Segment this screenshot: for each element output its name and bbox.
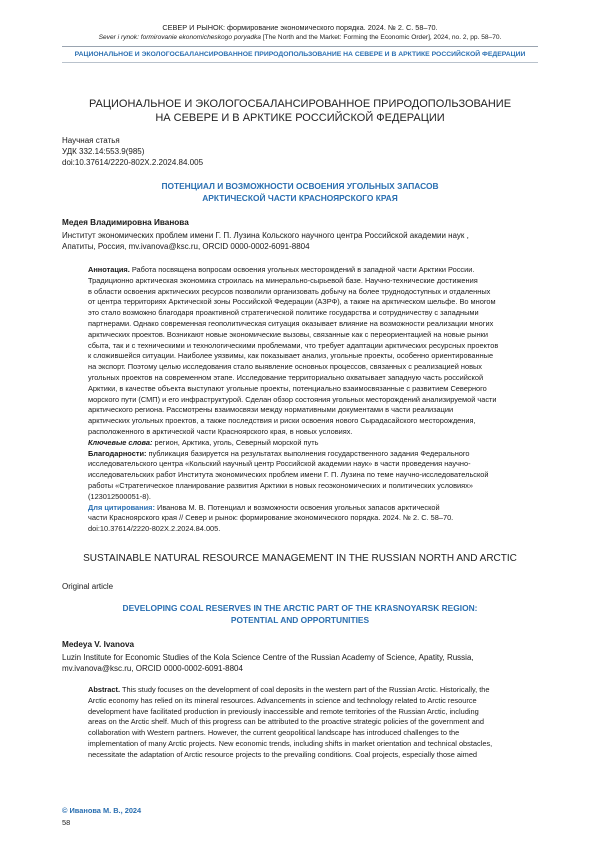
abstract-ru-line: расположенного в арктической части Красноярского края, в новых условиях. <box>88 426 353 436</box>
abstract-en-label: Abstract. <box>88 685 121 694</box>
header-divider <box>62 46 538 47</box>
abstract-en-line: collaboration with Western partners. However, the current geopolitical landscape has introduced challenges to the <box>88 728 460 738</box>
ack-ru-label: Благодарности: <box>88 448 147 458</box>
abstract-ru-line: партнерами. Однако современная геополитическая ситуация оказывает влияние на возможности реализации многих <box>88 318 494 328</box>
abstract-ru-line: морского пути (СМП) и его инфраструктурой. Сделан обзор состояния угольных месторождений анализируемой части <box>88 394 497 404</box>
abstract-ru-line: Арктики, в качестве объекта выступают угольные проекты, потенциально взаимосвязанные с развитием Северного <box>88 383 487 393</box>
page-number: 58 <box>62 818 71 827</box>
article-title-ru-line1: ПОТЕНЦИАЛ И ВОЗМОЖНОСТИ ОСВОЕНИЯ УГОЛЬНЫХ ЗАПАСОВ <box>161 181 439 191</box>
section-heading-ru-line2: НА СЕВЕРЕ И В АРКТИКЕ РОССИЙСКОЙ ФЕДЕРАЦИИ <box>155 112 445 124</box>
section-band: РАЦИОНАЛЬНОЕ И ЭКОЛОГОСБАЛАНСИРОВАННОЕ ПРИРОДОПОЛЬЗОВАНИЕ НА СЕВЕРЕ И В АРКТИКЕ РОССИЙСКОЙ ФЕДЕРАЦИИ <box>74 51 526 58</box>
abstract-ru-line: арктических угольных проектов, а также последствия и риски освоения нового Сырадасайского месторождения, <box>88 416 476 426</box>
udk-code: УДК 332.14:553.9(985) <box>62 147 145 156</box>
abstract-ru <box>88 265 538 535</box>
article-title-ru-line2: АРКТИЧЕСКОЙ ЧАСТИ КРАСНОЯРСКОГО КРАЯ <box>202 192 398 203</box>
article-type-ru: Научная статья <box>62 136 120 145</box>
abstract-ru-line: сбыта, так и с техническими и технологическими проблемами, что требует адаптации арктических ресурсных проектов <box>88 340 499 350</box>
section-heading-en: SUSTAINABLE NATURAL RESOURCE MANAGEMENT IN THE RUSSIAN NORTH AND ARCTIC <box>83 553 517 564</box>
abstract-en-line: implementation of many Arctic projects. New economic trends, including shifts in market orientation and technical obstacles, <box>88 738 493 748</box>
affiliation-en-line1: Luzin Institute for Economic Studies of the Kola Science Centre of the Russian Academy of Science, Apatity, Russia, <box>62 653 474 662</box>
article-type-en: Original article <box>62 582 114 591</box>
abstract-en-line: Abstract. This study focuses on the development of coal deposits in the western part of the Russian Arctic. Historically, the <box>88 685 490 694</box>
abstract-en-line: Arctic economy has relied on its mineral resources. Advancements in science and technology related to Arctic resource <box>88 695 477 705</box>
abstract-ru-line: на экспорт. Поэтому целью исследования стало выявление основных процессов, связанных с реализацией новых <box>88 362 482 372</box>
keywords-ru-text: регион, Арктика, уголь, Северный морской путь <box>152 437 319 447</box>
journal-header-en <box>62 33 538 42</box>
article-title-ru <box>62 181 538 204</box>
article-title-en-line2: POTENTIAL AND OPPORTUNITIES <box>230 614 370 625</box>
cite-ru-line: части Красноярского края // Север и рынок: формирование экономического порядка. 2024. № 2. С. 58–70. <box>88 513 454 523</box>
abstract-ru-line: от центра территориях Арктической зоны Российской Федерации (АЗРФ), а также на арктическом шельфе. Во многом <box>88 297 496 307</box>
journal-header-en-rest: [The North and the Market: Forming the Economic Order], 2024, no. 2, pp. 58–70. <box>260 34 502 41</box>
abstract-en-line: areas on the Arctic shelf. Much of this progress can be attributed to the proactive strategic policies of the government and <box>88 717 485 727</box>
abstract-ru-line: в области освоения арктических ресурсов позволили организовать добычу на более труднодоступных и отдаленных <box>88 286 491 296</box>
journal-title-translit: Sever i rynok: formirovanie ekonomicheskogo poryadka <box>98 34 261 41</box>
ack-ru-line: исследовательских работ Института экономических проблем имени Г. П. Лузина по теме научно-исследовательской <box>88 470 489 480</box>
acknowledgements-ru: Благодарности: публикация базируется на результатах выполнения государственного задания Федерального <box>88 448 470 458</box>
author-affiliation-ru <box>62 230 538 252</box>
ack-ru-line: исследовательского центра «Кольский научный центр Российской академии наук» в части проведения научно- <box>88 459 471 469</box>
author-name-ru: Медея Владимировна Иванова <box>62 218 189 227</box>
section-heading-ru-line1: РАЦИОНАЛЬНОЕ И ЭКОЛОГОСБАЛАНСИРОВАННОЕ ПРИРОДОПОЛЬЗОВАНИЕ <box>88 98 512 110</box>
abstract-en-line: development have facilitated production in previously inaccessible and remote territories of the Russian Arctic, including <box>88 706 479 716</box>
ack-ru-line: (123012500051-8). <box>88 491 151 501</box>
ack-ru-line: работы «Стратегическое планирование развития Арктики в новых геоэкономических и политических условиях» <box>88 480 473 490</box>
abstract-en <box>88 685 538 761</box>
abstract-ru-label: Аннотация. <box>88 265 130 274</box>
doi-ru: doi:10.37614/2220-802X.2.2024.84.005 <box>62 158 204 167</box>
article-title-en <box>62 603 538 626</box>
abstract-ru-line: Традиционно арктическая экономика строилась на минерально-сырьевой базе. Научно-технические достижения <box>88 275 478 285</box>
affiliation-ru-line1: Институт экономических проблем имени Г. П. Лузина Кольского научного центра Российской академии наук , <box>62 231 469 240</box>
article-title-en-line1: DEVELOPING COAL RESERVES IN THE ARCTIC PART OF THE KRASNOYARSK REGION: <box>122 603 478 613</box>
journal-header-ru: СЕВЕР И РЫНОК: формирование экономического порядка. 2024. № 2. С. 58–70. <box>162 23 438 32</box>
author-name-en: Medeya V. Ivanova <box>62 640 135 649</box>
affiliation-ru-line2: Апатиты, Россия, mv.ivanova@ksc.ru, ORCID 0000-0002-6091-8804 <box>62 242 310 251</box>
abstract-ru-line: это стало возможно благодаря проактивной стратегической политике государства и сотрудничеству с западными <box>88 308 479 318</box>
abstract-en-line: necessitate the adaptation of Arctic resource projects to the prevailing conditions. Coal projects, especially those aimed <box>88 749 478 759</box>
abstract-ru-line: арктического региона. Рассмотрены взаимосвязи между нормативными документами в части реализации <box>88 405 454 415</box>
abstract-ru-line: к сложившейся ситуации. Наиболее уязвимы, как показывает анализ, угольные проекты, особенно ориентированные <box>88 351 494 361</box>
cite-ru-label: Для цитирования: <box>88 502 155 512</box>
abstract-ru-line: Аннотация. Работа посвящена вопросам освоения угольных месторождений в западной части Арктики России. <box>88 265 475 274</box>
abstract-ru-line: угольных проектов на современном этапе. Исследование территориально охватывает западную часть российской <box>88 372 484 382</box>
abstract-ru-line: арктических проектов. Возникают новые экономические вызовы, связанные как с переориентацией на новые рынки <box>88 329 489 339</box>
cite-ru-line: doi:10.37614/2220-802X.2.2024.84.005. <box>88 524 221 534</box>
author-affiliation-en <box>62 652 538 674</box>
section-heading-ru <box>62 97 538 125</box>
keywords-ru-label: Ключевые слова: <box>88 437 153 447</box>
keywords-ru <box>88 438 538 449</box>
header-divider-bottom <box>62 62 538 63</box>
affiliation-en-line2: mv.ivanova@ksc.ru, ORCID 0000-0002-6091-8804 <box>62 664 243 673</box>
citation-ru: Для цитирования: Иванова М. В. Потенциал и возможности освоения угольных запасов арктической <box>88 502 440 512</box>
copyright-notice: © Иванова М. В., 2024 <box>62 806 142 815</box>
